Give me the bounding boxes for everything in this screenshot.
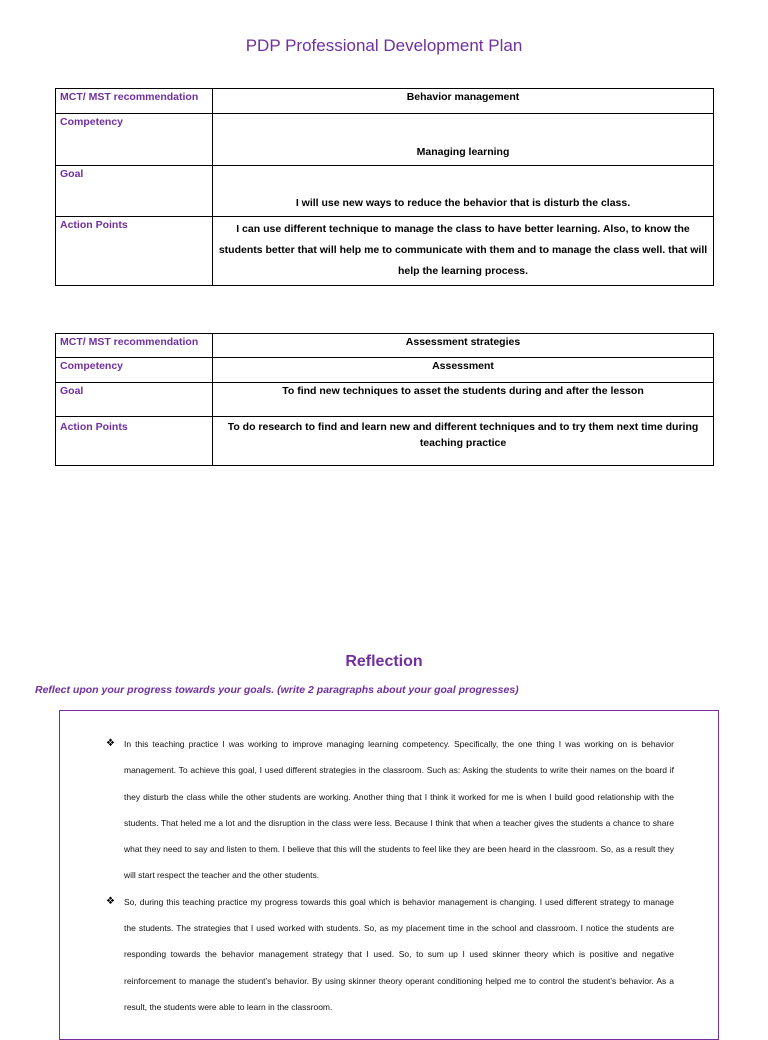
recommendation-value: Assessment strategies [213, 334, 714, 358]
action-points-label: Action Points [56, 417, 213, 466]
reflection-instruction: Reflect upon your progress towards your goals. (write 2 paragraphs about your goal progresses) [35, 684, 519, 696]
goal-label: Goal [56, 166, 213, 217]
reflection-paragraph: So, during this teaching practice my progress towards this goal which is behavior management is changing. I used different strategy to manage the students. The strategies that I used worked with students. So, as my placement time in the school and classroom. I notice the students are responding towards the behavior management strategy that I used. So, to sum up I used skinner theory which is positive and negative reinforcement to manage the student’s behavior. By using skinner theory operant conditioning helped me to control the student’s behavior. As a result, the students were able to learn in the classroom. [124, 896, 674, 1012]
competency-value: Managing learning [213, 114, 714, 166]
table-row [56, 114, 714, 166]
pdp-table-assessment [55, 333, 714, 466]
recommendation-value: Behavior management [213, 89, 714, 114]
list-item [106, 731, 674, 889]
table-row [56, 166, 714, 217]
table-row [56, 89, 714, 114]
list-item [106, 889, 674, 1020]
action-points-value: To do research to find and learn new and different techniques and to try them next time during teaching practice [213, 417, 714, 466]
recommendation-label: MCT/ MST recommendation [56, 334, 213, 358]
reflection-heading: Reflection [345, 653, 423, 670]
table-row [56, 383, 714, 417]
goal-label: Goal [56, 383, 213, 417]
page-title: PDP Professional Development Plan [245, 36, 523, 55]
action-points-label: Action Points [56, 217, 213, 286]
competency-value: Assessment [213, 358, 714, 383]
competency-label: Competency [56, 358, 213, 383]
pdp-table-behavior [55, 88, 714, 286]
recommendation-label: MCT/ MST recommendation [56, 89, 213, 114]
action-points-value: I can use different technique to manage the class to have better learning. Also, to know the students better that will help me to communicate with them and to manage the class well. that will help the learning process. [213, 217, 714, 286]
diamond-bullet-icon: ❖ [106, 738, 115, 749]
reflection-paragraph: In this teaching practice I was working to improve managing learning competency. Specifically, the one thing I was working on is behavior management. To achieve this goal, I used different strategies in the classroom. Such as: Asking the students to write their names on the board if they disturb the class while the other students are working. Another thing that I think it worked for me is when I build good relationship with the students. That heled me a lot and the disruption in the class were less. Because I think that when a teacher gives the students a chance to share what they need to say and listen to them. I believe that this will the students to feel like they are been heard in the classroom. So, as a result they will start respect the teacher and the other students. [124, 739, 674, 881]
goal-value: To find new techniques to asset the students during and after the lesson [213, 383, 714, 417]
table-row [56, 217, 714, 286]
table-row [56, 417, 714, 466]
reflection-box [59, 710, 719, 1040]
table-row [56, 334, 714, 358]
reflection-list [60, 711, 718, 1020]
goal-value: I will use new ways to reduce the behavior that is disturb the class. [213, 166, 714, 217]
diamond-bullet-icon: ❖ [106, 895, 115, 907]
table-row [56, 358, 714, 383]
competency-label: Competency [56, 114, 213, 166]
